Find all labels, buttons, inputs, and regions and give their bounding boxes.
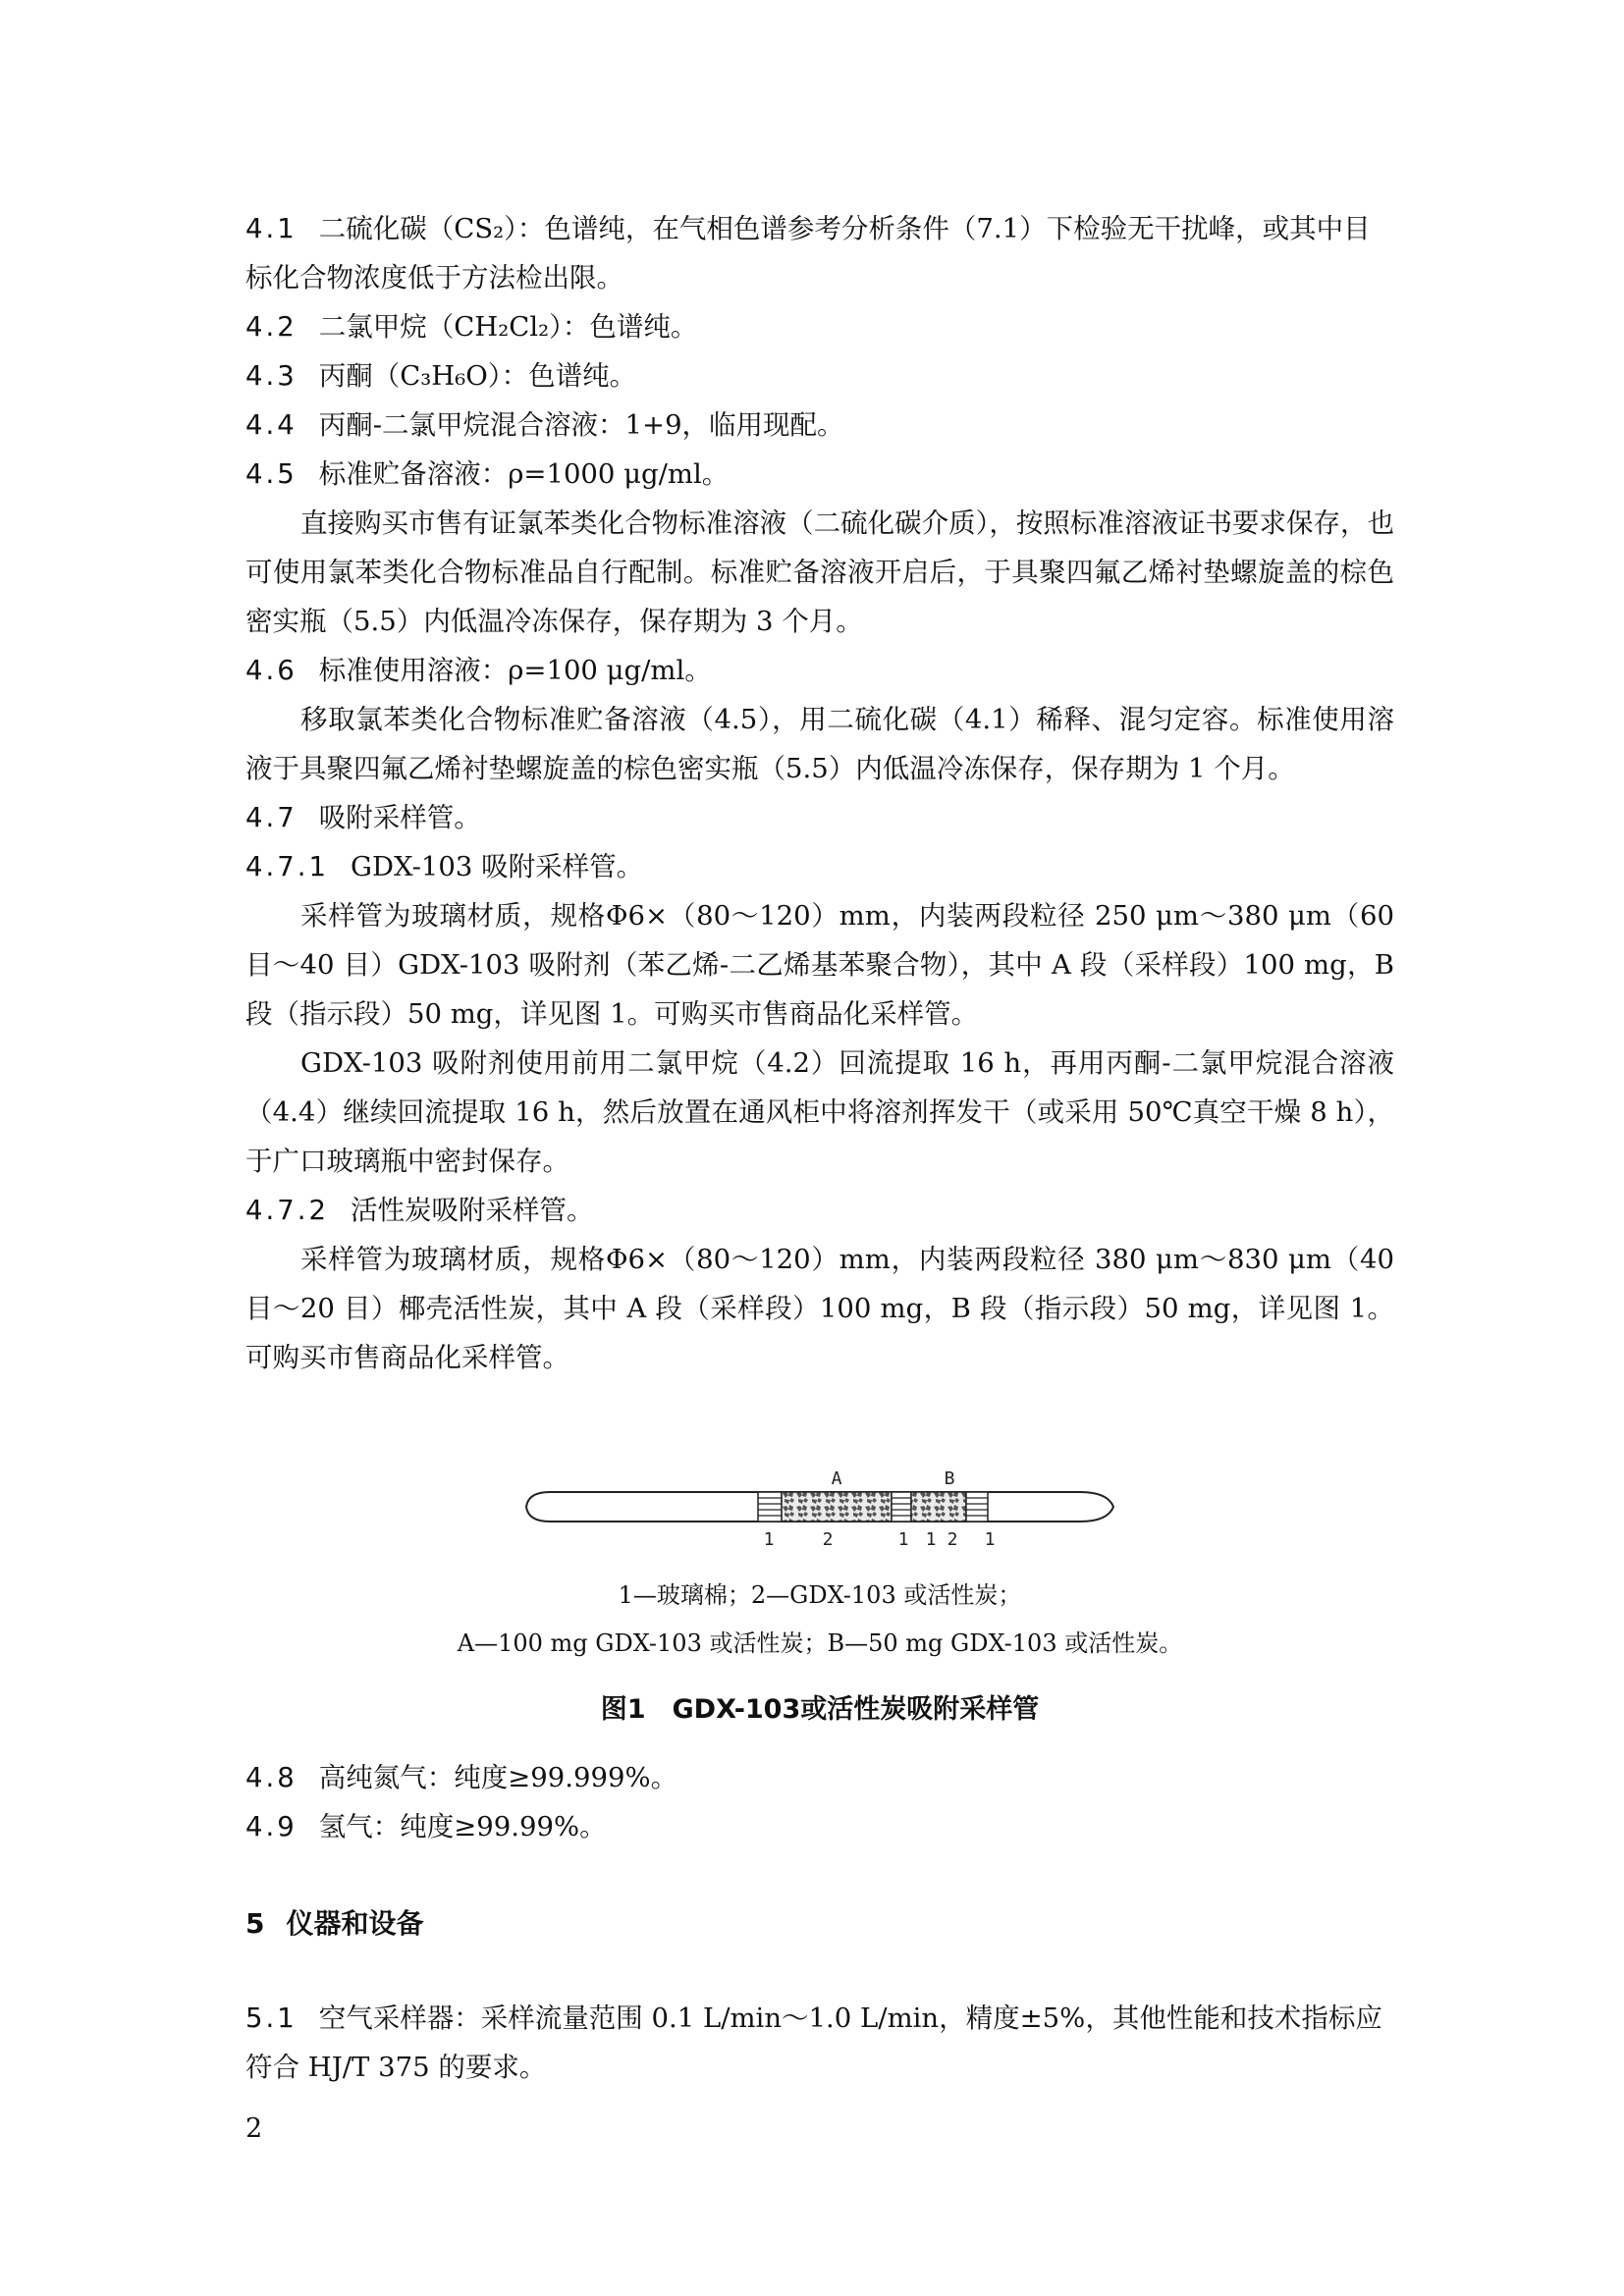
item-4-4 xyxy=(245,400,1394,450)
item-number: 4.8 xyxy=(245,1762,298,1793)
item-4-3 xyxy=(245,351,1394,400)
sorbent-section-a xyxy=(782,1492,892,1522)
label-glass-wool: 1 xyxy=(763,1529,775,1550)
figure-label-b: B xyxy=(944,1468,955,1489)
item-text: 标准贮备溶液：ρ=1000 μg/ml。 xyxy=(318,458,730,490)
item-text: 丙酮-二氯甲烷混合溶液：1+9，临用现配。 xyxy=(318,409,844,441)
item-4-5 xyxy=(245,450,1394,499)
figure-title: 图1 GDX-103或活性炭吸附采样管 xyxy=(600,1694,1040,1725)
item-number: 4.6 xyxy=(245,655,298,686)
label-glass-wool: 1 xyxy=(897,1529,909,1550)
item-number: 4.3 xyxy=(245,360,298,392)
item-4-9 xyxy=(245,1802,1394,1851)
item-text: 高纯氮气：纯度≥99.999%。 xyxy=(318,1762,678,1793)
item-number: 4.5 xyxy=(245,458,298,490)
figure-legend-line-2: A—100 mg GDX-103 或活性炭；B—50 mg GDX-103 或活性炭。 xyxy=(457,1629,1183,1657)
glass-wool-plug-2 xyxy=(892,1492,911,1522)
item-4-1 xyxy=(245,204,1394,302)
paragraph-4-6: 移取氯苯类化合物标准贮备溶液（4.5），用二硫化碳（4.1）稀释、混匀定容。标准使用溶液于具聚四氟乙烯衬垫螺旋盖的棕色密实瓶（5.5）内低温冷冻保存，保存期为 1 个月。 xyxy=(245,704,1394,784)
glass-wool-plug-3 xyxy=(966,1492,988,1522)
item-number: 4.7.2 xyxy=(245,1195,329,1226)
item-text: GDX-103 吸附采样管。 xyxy=(350,851,644,882)
page-number: 2 xyxy=(245,2113,263,2144)
item-4-8 xyxy=(245,1753,1394,1802)
figure-label-a: A xyxy=(831,1468,842,1489)
label-sorbent: 2 xyxy=(822,1529,834,1550)
item-number: 4.9 xyxy=(245,1811,298,1842)
sorbent-section-b xyxy=(911,1492,966,1522)
paragraph-4-7-2: 采样管为玻璃材质，规格Φ6×（80～120）mm，内装两段粒径 380 μm～830 μm（40目～20 目）椰壳活性炭，其中 A 段（采样段）100 mg，B 段（指示段）50 mg，详见图 1。可购买市售商品化采样管。 xyxy=(245,1244,1394,1373)
item-text: 吸附采样管。 xyxy=(318,802,481,833)
item-number: 4.1 xyxy=(245,213,298,244)
sampling-tube-figure xyxy=(520,1463,1119,1571)
item-text: 活性炭吸附采样管。 xyxy=(350,1195,594,1226)
label-sorbent: 2 xyxy=(947,1529,958,1550)
item-5-1 xyxy=(245,1994,1394,2092)
paragraph-4-5: 直接购买市售有证氯苯类化合物标准溶液（二硫化碳介质），按照标准溶液证书要求保存，也可使用氯苯类化合物标准品自行配制。标准贮备溶液开启后，于具聚四氟乙烯衬垫螺旋盖的棕色密实瓶（5.5）内低温冷冻保存，保存期为 3 个月。 xyxy=(245,507,1394,637)
item-text: 空气采样器：采样流量范围 0.1 L/min～1.0 L/min，精度±5%，其他性能和技术指标应符合 HJ/T 375 的要求。 xyxy=(245,2002,1382,2083)
item-number: 4.4 xyxy=(245,409,298,441)
item-text: 二氯甲烷（CH₂Cl₂）：色谱纯。 xyxy=(318,311,698,343)
label-glass-wool: 1 xyxy=(984,1529,996,1550)
section-heading-5 xyxy=(245,1904,424,1944)
item-4-2 xyxy=(245,302,1394,351)
item-number: 5.1 xyxy=(245,2002,298,2034)
section-title: 仪器和设备 xyxy=(286,1907,424,1940)
item-text: 氢气：纯度≥99.99%。 xyxy=(318,1811,607,1842)
paragraph-4-7-1-a: 采样管为玻璃材质，规格Φ6×（80～120）mm，内装两段粒径 250 μm～380 μm（60目～40 目）GDX-103 吸附剂（苯乙烯-二乙烯基苯聚合物），其中 A 段（采样段）100 mg，B 段（指示段）50 mg，详见图 1。可购买市售商品化采样管。 xyxy=(245,900,1394,1030)
item-4-7-1 xyxy=(245,842,1394,891)
item-4-7-2 xyxy=(245,1186,1394,1235)
section-number: 5 xyxy=(245,1907,265,1940)
figure-legend-line-1: 1—玻璃棉；2—GDX-103 或活性炭； xyxy=(618,1581,1022,1609)
item-text: 二硫化碳（CS₂）：色谱纯，在气相色谱参考分析条件（7.1）下检验无干扰峰，或其中目标化合物浓度低于方法检出限。 xyxy=(245,213,1371,294)
glass-wool-plug-1 xyxy=(758,1492,782,1522)
item-number: 4.7.1 xyxy=(245,851,329,882)
item-4-6 xyxy=(245,646,1394,695)
item-number: 4.2 xyxy=(245,311,298,343)
item-number: 4.7 xyxy=(245,802,298,833)
item-text: 丙酮（C₃H₆O）：色谱纯。 xyxy=(318,360,637,392)
label-glass-wool: 1 xyxy=(925,1529,937,1550)
item-4-7 xyxy=(245,793,1394,842)
paragraph-4-7-1-b: GDX-103 吸附剂使用前用二氯甲烷（4.2）回流提取 16 h，再用丙酮-二氯甲烷混合溶液（4.4）继续回流提取 16 h，然后放置在通风柜中将溶剂挥发干（或采用 50℃真空干燥 8 h），于广口玻璃瓶中密封保存。 xyxy=(245,1047,1394,1177)
item-text: 标准使用溶液：ρ=100 μg/ml。 xyxy=(318,655,712,686)
